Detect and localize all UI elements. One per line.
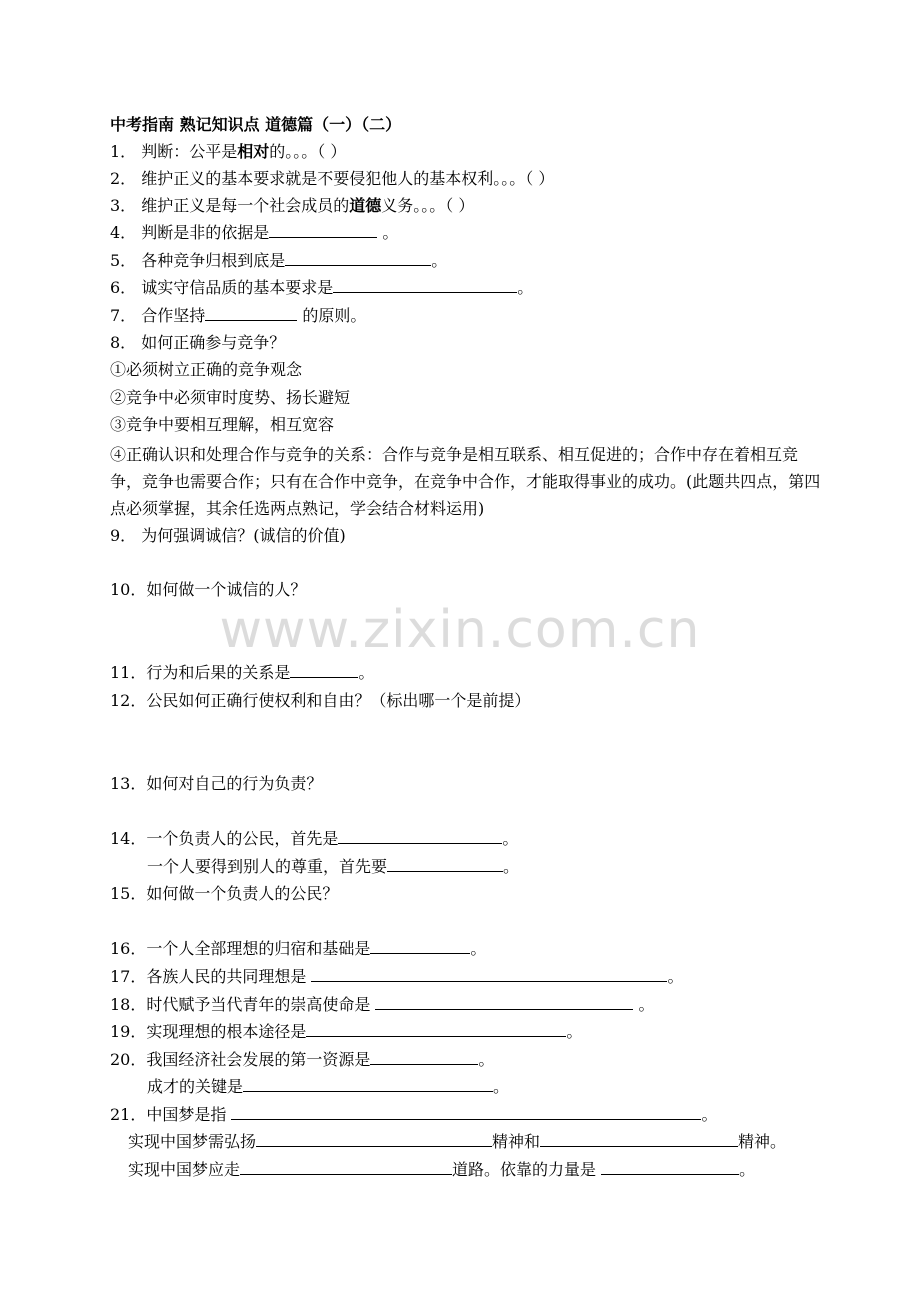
q8-answer-3: ③竞争中要相互理解，相互宽容 — [110, 415, 335, 434]
q8-answer-2: ②竞争中必须审时度势、扬长避短 — [110, 388, 351, 407]
q18-text: 18．时代赋予当代青年的崇高使命是 — [110, 995, 376, 1014]
q18-blank[interactable] — [375, 994, 633, 1010]
q20-line2-suffix: 。 — [493, 1077, 510, 1096]
question-18 — [110, 994, 824, 1016]
question-14-line-2 — [147, 856, 824, 878]
question-9: 9． 为何强调诚信？(诚信的价值) — [110, 526, 346, 545]
q21-line3-text: 实现中国梦应走 — [128, 1160, 241, 1179]
q4-suffix: 。 — [377, 223, 399, 242]
q7-text: 7． 合作坚持 — [110, 306, 206, 325]
q17-text: 17．各族人民的共同理想是 — [110, 967, 312, 986]
q5-text: 5． 各种竞争归根到底是 — [110, 251, 286, 270]
question-2: 2． 维护正义的基本要求就是不要侵犯他人的基本权利。。。（ ） — [110, 169, 555, 188]
q4-text: 4． 判断是非的依据是 — [110, 223, 270, 242]
q6-text: 6． 诚实守信品质的基本要求是 — [110, 278, 334, 297]
q16-blank[interactable] — [370, 938, 470, 954]
q21-line2-suffix: 精神。 — [738, 1132, 787, 1151]
q16-suffix: 。 — [470, 939, 487, 958]
q1-suffix: 的。。。（ ） — [269, 142, 347, 161]
q20-line2-blank[interactable] — [243, 1076, 493, 1092]
question-5 — [110, 250, 824, 272]
q8-answer-1: ①必须树立正确的竞争观念 — [110, 360, 303, 379]
q11-text: 11．行为和后果的关系是 — [110, 663, 291, 682]
q8-answer-4: ④正确认识和处理合作与竞争的关系：合作与竞争是相互联系、相互促进的；合作中存在着相互竞争，竞争也需要合作；只有在合作中竞争，在竞争中合作，才能取得事业的成功。(此题共四点，第四点必须掌握，其余任选两点熟记，学会结合材料运用) — [110, 445, 821, 518]
q20-suffix: 。 — [478, 1050, 495, 1069]
q20-text: 20．我国经济社会发展的第一资源是 — [110, 1050, 371, 1069]
q6-blank[interactable] — [333, 277, 517, 293]
question-13: 13．如何对自己的行为负责？ — [110, 774, 323, 793]
q21-suffix: 。 — [701, 1105, 718, 1124]
q21-line2-text: 实现中国梦需弘扬 — [128, 1132, 257, 1151]
question-7 — [110, 305, 824, 327]
question-21-line-2 — [128, 1131, 824, 1153]
q21-line3-suffix: 。 — [739, 1160, 756, 1179]
q16-text: 16．一个人全部理想的归宿和基础是 — [110, 939, 371, 958]
q3-suffix: 义务。。。（ ） — [381, 196, 475, 215]
question-21 — [110, 1104, 824, 1126]
q21-line3-blank-1[interactable] — [240, 1159, 452, 1175]
q19-suffix: 。 — [566, 1022, 583, 1041]
q5-suffix: 。 — [431, 251, 448, 270]
q21-line2-blank-1[interactable] — [256, 1131, 492, 1147]
q21-line3-mid: 道路。依靠的力量是 — [452, 1160, 602, 1179]
q21-blank[interactable] — [231, 1104, 701, 1120]
question-8: 8． 如何正确参与竞争？ — [110, 333, 286, 352]
q21-line3-blank-2[interactable] — [601, 1159, 739, 1175]
q4-blank[interactable] — [269, 222, 377, 238]
q7-suffix: 的原则。 — [297, 306, 367, 325]
q14-line2-suffix: 。 — [503, 857, 520, 876]
q7-blank[interactable] — [205, 305, 297, 321]
question-21-line-3 — [128, 1159, 824, 1181]
q17-blank[interactable] — [311, 966, 667, 982]
q21-line2-mid: 精神和 — [492, 1132, 541, 1151]
q20-blank[interactable] — [370, 1049, 478, 1065]
q21-text: 21．中国梦是指 — [110, 1105, 232, 1124]
question-17 — [110, 966, 824, 988]
question-15: 15．如何做一个负责人的公民？ — [110, 884, 339, 903]
q18-suffix: 。 — [633, 995, 655, 1014]
q19-blank[interactable] — [306, 1021, 566, 1037]
q14-suffix: 。 — [502, 829, 519, 848]
question-3 — [110, 195, 824, 217]
q3-text: 3． 维护正义是每一个社会成员的 — [110, 196, 350, 215]
question-20 — [110, 1049, 824, 1071]
q14-line2-blank[interactable] — [387, 856, 503, 872]
question-4 — [110, 222, 824, 244]
question-19 — [110, 1021, 824, 1043]
q5-blank[interactable] — [285, 250, 431, 266]
page-title: 中考指南 熟记知识点 道德篇（一）（二） — [110, 115, 402, 134]
question-12: 12．公民如何正确行使权利和自由？（标出哪一个是前提） — [110, 691, 531, 710]
question-16 — [110, 938, 824, 960]
question-10: 10．如何做一个诚信的人？ — [110, 580, 307, 599]
q20-line2-text: 成才的关键是 — [147, 1077, 244, 1096]
q11-blank[interactable] — [290, 662, 358, 678]
q19-text: 19．实现理想的根本途径是 — [110, 1022, 307, 1041]
q3-bold: 道德 — [349, 196, 382, 215]
q14-text: 14．一个负责人的公民，首先是 — [110, 829, 339, 848]
q1-text: 1． 判断：公平是 — [110, 142, 238, 161]
question-20-line-2 — [147, 1076, 824, 1098]
q21-line2-blank-2[interactable] — [540, 1131, 738, 1147]
q11-suffix: 。 — [358, 663, 375, 682]
q17-suffix: 。 — [667, 967, 684, 986]
q6-suffix: 。 — [517, 278, 534, 297]
question-14 — [110, 828, 824, 850]
question-1 — [110, 141, 824, 163]
question-11 — [110, 662, 824, 684]
q1-bold: 相对 — [237, 142, 270, 161]
question-6 — [110, 277, 824, 299]
watermark: www.zixin.com.cn — [219, 600, 701, 660]
q14-blank[interactable] — [338, 828, 502, 844]
q14-line2-text: 一个人要得到别人的尊重，首先要 — [147, 857, 388, 876]
